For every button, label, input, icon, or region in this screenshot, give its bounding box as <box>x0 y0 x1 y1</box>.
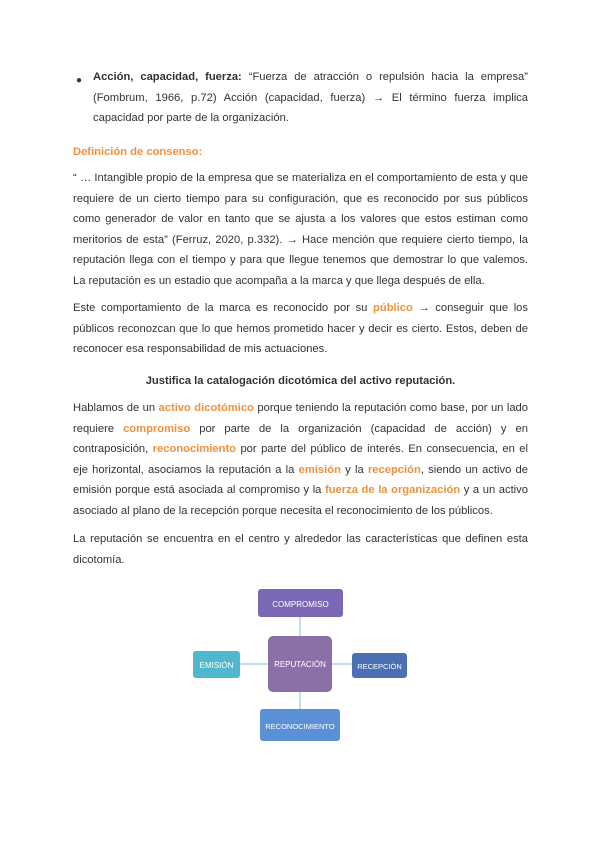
highlight-recepcion: recepción <box>367 463 421 476</box>
justify-text-7: y a un activo asociado al plano de la recepción porque necesita el reconocimiento de los públicos. <box>73 484 528 517</box>
highlight-publico: público <box>373 302 413 314</box>
justify-text-5: y la <box>340 463 368 476</box>
behaviour-text-2: → conseguir que los públicos reconozcan que lo que hemos prometido hacer y decir es cierto. Estos, deben de reconocer esa responsabilidad de mis actuaciones. <box>73 302 528 355</box>
bullet-lead: Acción, capacidad, fuerza: <box>93 71 242 83</box>
bullet-text: “Fuerza de atracción o repulsión hacia la empresa” (Fombrum, 1966, p.72) Acción (capacidad, fuerza) → El término fuerza implica capacidad por parte de la organización. <box>93 71 528 124</box>
consensus-heading: Definición de consenso: <box>73 146 203 158</box>
justify-text-4: por parte del público de interés. En consecuencia, en el eje horizontal, asociamos la reputación a la <box>73 443 529 476</box>
justify-text-2: porque teniendo la reputación como base, por un lado requiere <box>73 402 528 435</box>
highlight-compromiso: compromiso <box>123 422 191 435</box>
behaviour-text-1: Este comportamiento de la marca es reconocido por su <box>73 302 374 314</box>
node-reconocimiento-label: RECONOCIMIENTO <box>265 722 335 731</box>
node-compromiso-label: COMPROMISO <box>272 600 329 609</box>
node-recepcion-label: RECEPCIÓN <box>357 662 402 671</box>
consensus-quote: “ … Intangible propio de la empresa que se materializa en el comportamiento de esta y que requiere de un cierto tiempo para su configuración, que es reconocido por sus públicos como generador de valor en tanto que se ajusta a los valores que estos estiman como meritorios de esta” (Ferruz, 2020, p.332). → Hace mención que requiere cierto tiempo, la reputación llega con el tiempo y para que llegue tenemos que demostrar lo que valemos. La reputación es un estadio que acompaña a la marca y que llega después de ella. <box>73 172 528 287</box>
justify-text-1: Hablamos de un <box>73 402 159 414</box>
node-emision-label: EMISIÓN <box>199 661 234 670</box>
highlight-reconocimiento: reconocimiento <box>152 443 237 455</box>
highlight-activo-dicotomico: activo dicotómico <box>158 402 254 414</box>
justify-text-6: , siendo un activo de emisión porque está asociada al compromiso y la <box>73 463 528 496</box>
node-reputacion-label: REPUTACIÓN <box>274 660 326 669</box>
bullet-icon: ● <box>76 75 83 86</box>
highlight-emision: emisión <box>298 463 341 476</box>
closing-paragraph: La reputación se encuentra en el centro y alrededor las características que definen esta dicotomía. <box>73 533 528 566</box>
justify-text-3: por parte de la organización (capacidad de acción) y en contraposición, <box>73 422 528 455</box>
justify-heading: Justifica la catalogación dicotómica del activo reputación. <box>145 375 456 387</box>
highlight-fuerza-organizacion: fuerza de la organización <box>325 484 461 496</box>
